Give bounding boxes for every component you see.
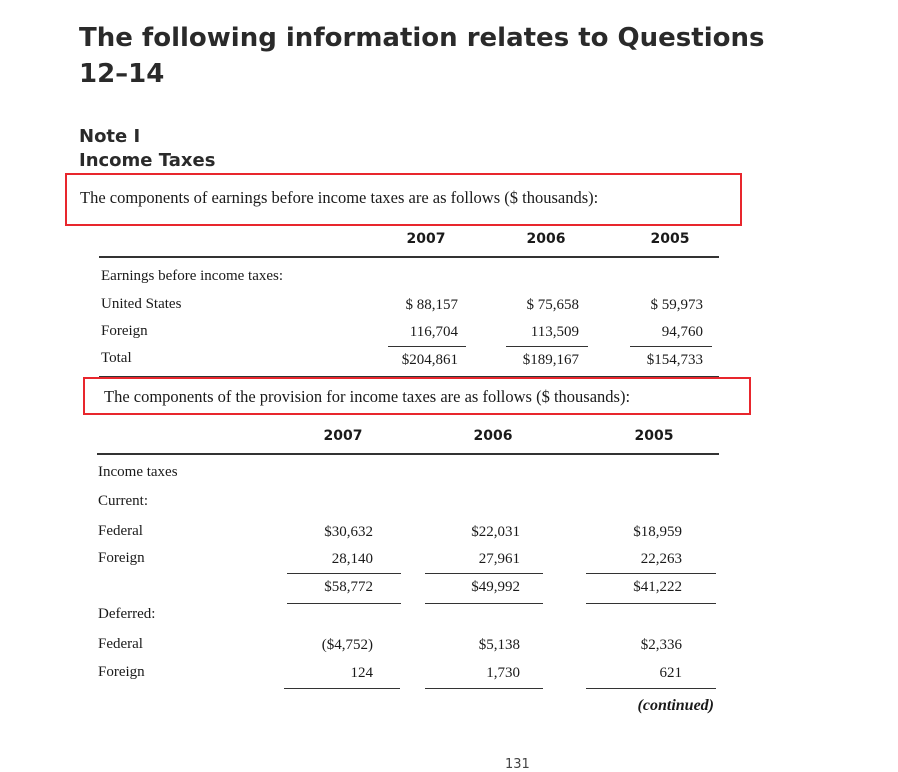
table1-header-rule	[99, 256, 719, 258]
cell-2006: $22,031	[471, 524, 520, 540]
table1-subtotal-rule-2005	[630, 346, 712, 347]
cell-2007: $58,772	[324, 579, 373, 595]
table2-year-2007: 2007	[323, 428, 363, 444]
note-title: Note I	[79, 126, 141, 147]
table2-deferred-rule-2006	[425, 688, 543, 689]
table2-header-rule	[97, 453, 719, 455]
table2-current-rule-2007	[287, 573, 401, 574]
row-label: Foreign	[98, 550, 145, 566]
table1-section-label: Earnings before income taxes:	[101, 268, 284, 284]
table2-deferred-rule-2005	[586, 688, 716, 689]
cell-2007: ($4,752)	[321, 637, 373, 653]
page-heading-line2: 12–14	[79, 59, 165, 89]
cell-2005: 94,760	[661, 324, 703, 340]
table1-year-2005: 2005	[650, 231, 690, 247]
table2-subtotal-rule-2007	[287, 603, 401, 604]
table2-intro: The components of the provision for income taxes are as follows ($ thousands):	[104, 387, 631, 406]
note-subtitle: Income Taxes	[79, 150, 216, 171]
table1-year-2006: 2006	[526, 231, 566, 247]
cell-2006: $5,138	[478, 637, 520, 653]
cell-2006: $189,167	[522, 352, 579, 368]
cell-2007: 124	[350, 665, 373, 681]
cell-2005: $2,336	[640, 637, 682, 653]
table2-section-label: Income taxes	[98, 464, 178, 480]
cell-2007: 116,704	[409, 324, 458, 340]
cell-2007: $ 88,157	[405, 297, 458, 313]
cell-2005: 22,263	[640, 551, 682, 567]
page-heading-line1: The following information relates to Questions	[79, 23, 765, 53]
cell-2007: 28,140	[331, 551, 373, 567]
page-number: 131	[505, 757, 530, 772]
table2-deferred-label: Deferred:	[98, 606, 156, 622]
continued-note: (continued)	[637, 697, 714, 714]
row-label: Foreign	[101, 323, 148, 339]
cell-2005: $154,733	[646, 352, 703, 368]
table2-subtotal-rule-2006	[425, 603, 543, 604]
table2-deferred-rule-2007	[284, 688, 400, 689]
table2-subtotal-rule-2005	[586, 603, 716, 604]
table1-year-2007: 2007	[406, 231, 446, 247]
table2-year-2005: 2005	[634, 428, 674, 444]
table1-intro: The components of earnings before income taxes are as follows ($ thousands):	[80, 188, 599, 207]
table2-year-2006: 2006	[473, 428, 513, 444]
cell-2006: 113,509	[530, 324, 579, 340]
row-label: Federal	[98, 636, 143, 652]
cell-2006: $ 75,658	[526, 297, 579, 313]
table1-subtotal-rule-2006	[506, 346, 588, 347]
row-label: Federal	[98, 523, 143, 539]
cell-2007: $30,632	[324, 524, 373, 540]
table2-current-rule-2005	[586, 573, 716, 574]
cell-2005: $18,959	[633, 524, 682, 540]
cell-2006: 27,961	[478, 551, 520, 567]
cell-2005: 621	[659, 665, 682, 681]
row-label: Foreign	[98, 664, 145, 680]
cell-2006: $49,992	[471, 579, 520, 595]
cell-2005: $41,222	[633, 579, 682, 595]
row-label: Total	[101, 350, 132, 366]
table2-current-label: Current:	[98, 493, 148, 509]
cell-2005: $ 59,973	[650, 297, 703, 313]
table2-current-rule-2006	[425, 573, 543, 574]
cell-2007: $204,861	[401, 352, 458, 368]
table1-subtotal-rule-2007	[388, 346, 466, 347]
cell-2006: 1,730	[486, 665, 520, 681]
row-label: United States	[101, 296, 182, 312]
